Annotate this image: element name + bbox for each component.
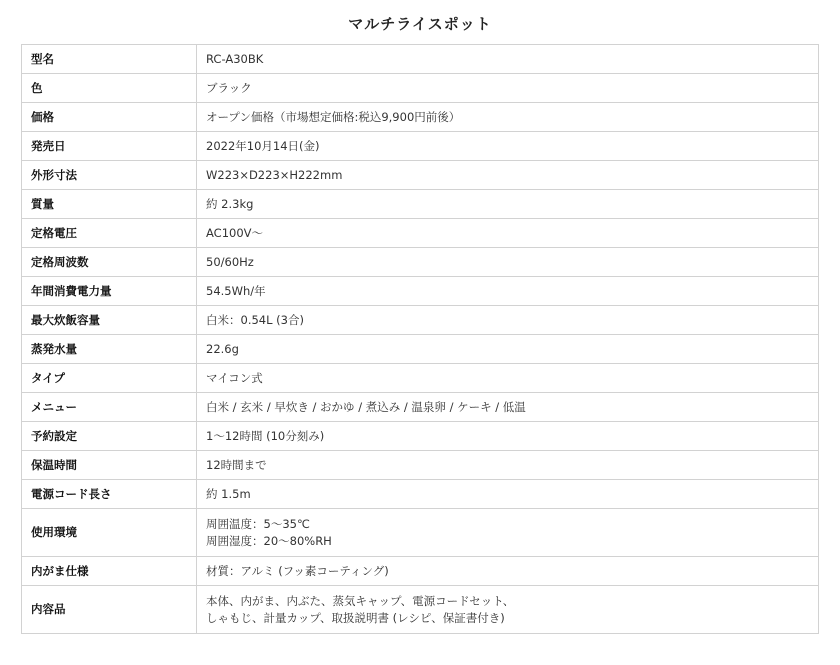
- spec-label: メニュー: [22, 393, 197, 422]
- spec-table: [21, 44, 819, 634]
- spec-row: [22, 248, 819, 277]
- spec-value-line: しゃもじ、計量カップ、取扱説明書 (レシピ、保証書付き): [206, 610, 505, 625]
- spec-value: [197, 45, 819, 74]
- spec-value-line: 材質：アルミ (フッ素コーティング): [206, 563, 389, 578]
- spec-row: [22, 393, 819, 422]
- spec-value: [197, 219, 819, 248]
- spec-row: [22, 586, 819, 634]
- spec-row: [22, 132, 819, 161]
- spec-label: 最大炊飯容量: [22, 306, 197, 335]
- spec-row: [22, 219, 819, 248]
- spec-label: 蒸発水量: [22, 335, 197, 364]
- spec-value: [197, 306, 819, 335]
- spec-value: [197, 364, 819, 393]
- spec-value: [197, 248, 819, 277]
- spec-value: [197, 557, 819, 586]
- spec-value-line: 12時間まで: [206, 457, 267, 472]
- spec-value-line: 50/60Hz: [206, 254, 254, 269]
- page-title: マルチライスポット: [348, 15, 492, 33]
- spec-row: [22, 103, 819, 132]
- spec-value-line: 周囲温度：5〜35℃: [206, 516, 310, 531]
- spec-row: [22, 335, 819, 364]
- spec-value-line: 54.5Wh/年: [206, 283, 266, 298]
- spec-label: 内がま仕様: [22, 557, 197, 586]
- spec-value-line: 約 2.3kg: [206, 196, 254, 211]
- spec-value-line: 白米 / 玄米 / 早炊き / おかゆ / 煮込み / 温泉卵 / ケーキ / 低温: [206, 399, 526, 414]
- spec-label: 型名: [22, 45, 197, 74]
- spec-row: [22, 161, 819, 190]
- spec-value-line: 本体、内がま、内ぶた、蒸気キャップ、電源コードセット、: [206, 593, 515, 608]
- spec-label: 内容品: [22, 586, 197, 634]
- spec-label: 外形寸法: [22, 161, 197, 190]
- spec-row: [22, 277, 819, 306]
- spec-value-line: 白米：0.54L (3合): [206, 312, 304, 327]
- spec-label: 電源コード長さ: [22, 480, 197, 509]
- spec-value-line: ブラック: [206, 80, 252, 95]
- spec-row: [22, 509, 819, 557]
- spec-label: 年間消費電力量: [22, 277, 197, 306]
- spec-row: [22, 45, 819, 74]
- spec-row: [22, 306, 819, 335]
- spec-value: [197, 103, 819, 132]
- spec-label: 保温時間: [22, 451, 197, 480]
- spec-label: 色: [22, 74, 197, 103]
- spec-value: [197, 422, 819, 451]
- spec-row: [22, 480, 819, 509]
- spec-value: [197, 74, 819, 103]
- spec-value-line: 2022年10月14日(金): [206, 138, 320, 153]
- spec-row: [22, 557, 819, 586]
- spec-label: 予約設定: [22, 422, 197, 451]
- spec-label: 価格: [22, 103, 197, 132]
- spec-value: [197, 393, 819, 422]
- spec-value: [197, 480, 819, 509]
- spec-value-line: オープン価格（市場想定価格:税込9,900円前後）: [206, 109, 461, 124]
- spec-value-line: 約 1.5m: [206, 486, 251, 501]
- spec-label: 定格電圧: [22, 219, 197, 248]
- spec-value: [197, 335, 819, 364]
- spec-label: 定格周波数: [22, 248, 197, 277]
- spec-row: [22, 364, 819, 393]
- spec-value-line: 周囲湿度：20〜80%RH: [206, 533, 332, 548]
- spec-table-body: [22, 45, 819, 634]
- spec-value: [197, 190, 819, 219]
- spec-value: [197, 509, 819, 557]
- spec-row: [22, 74, 819, 103]
- spec-value-line: W223×D223×H222mm: [206, 167, 343, 182]
- spec-value: [197, 161, 819, 190]
- spec-value-line: AC100V〜: [206, 225, 264, 240]
- spec-value-line: 22.6g: [206, 341, 239, 356]
- spec-value-line: RC-A30BK: [206, 51, 264, 66]
- spec-value-line: マイコン式: [206, 370, 263, 385]
- spec-row: [22, 190, 819, 219]
- spec-label: 質量: [22, 190, 197, 219]
- spec-label: 発売日: [22, 132, 197, 161]
- spec-value: [197, 132, 819, 161]
- spec-value: [197, 451, 819, 480]
- spec-value: [197, 277, 819, 306]
- spec-row: [22, 422, 819, 451]
- spec-row: [22, 451, 819, 480]
- spec-value-line: 1〜12時間 (10分刻み): [206, 428, 325, 443]
- spec-label: タイプ: [22, 364, 197, 393]
- spec-value: [197, 586, 819, 634]
- spec-label: 使用環境: [22, 509, 197, 557]
